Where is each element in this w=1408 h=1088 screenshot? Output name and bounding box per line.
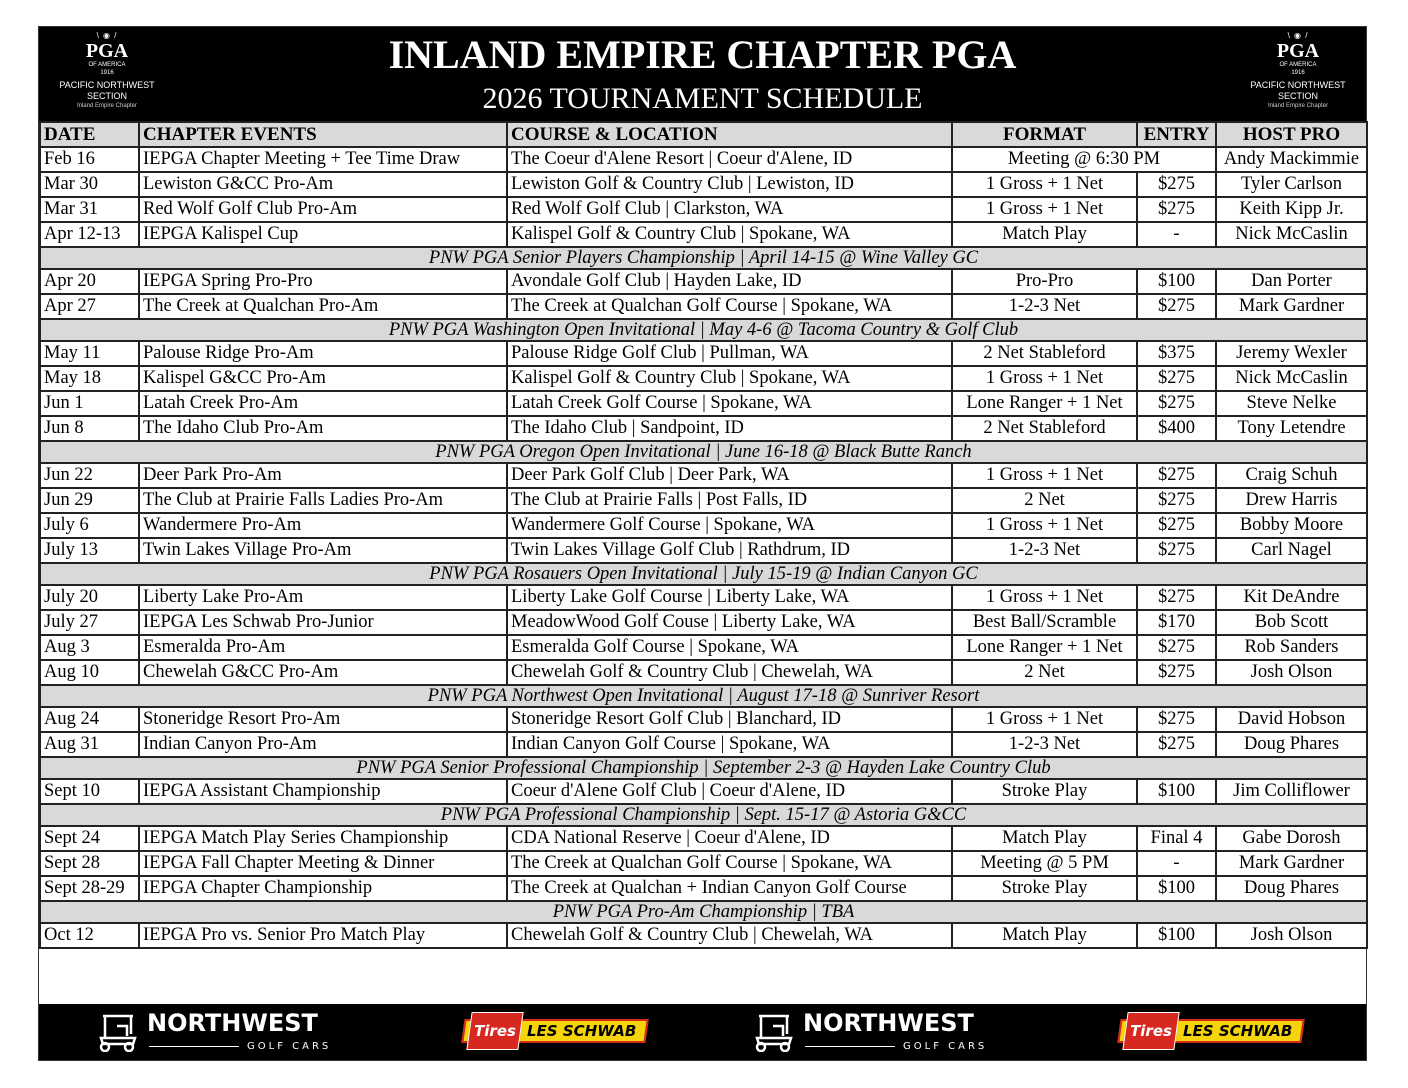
table-row	[40, 269, 1367, 294]
date-cell: Sept 10	[40, 779, 139, 804]
event-cell: Chewelah G&CC Pro-Am	[139, 660, 507, 685]
entry-cell: $170	[1137, 610, 1216, 635]
entry-cell: $275	[1137, 172, 1216, 197]
entry-cell: $100	[1137, 876, 1216, 901]
host-cell: Dan Porter	[1216, 269, 1367, 294]
table-row	[40, 463, 1367, 488]
format-cell: 2 Net	[952, 488, 1137, 513]
column-header-events: CHAPTER EVENTS	[139, 122, 507, 147]
event-cell: Indian Canyon Pro-Am	[139, 732, 507, 757]
table-row	[40, 341, 1367, 366]
section-row	[40, 685, 1367, 707]
event-cell: Latah Creek Pro-Am	[139, 391, 507, 416]
host-cell: Keith Kipp Jr.	[1216, 197, 1367, 222]
logo-mark: PGA	[85, 40, 129, 62]
event-cell: IEPGA Kalispel Cup	[139, 222, 507, 247]
format-cell: 1 Gross + 1 Net	[952, 707, 1137, 732]
table-row	[40, 222, 1367, 247]
host-cell: Nick McCaslin	[1216, 366, 1367, 391]
section-title: PNW PGA Washington Open Invitational | May 4-6 @ Tacoma Country & Golf Club	[40, 319, 1367, 341]
pga-pnw-logo	[1240, 31, 1356, 119]
table-row	[40, 779, 1367, 804]
northwest-golf-cars-logo	[95, 1009, 355, 1055]
host-cell: Kit DeAndre	[1216, 585, 1367, 610]
header-banner	[39, 27, 1366, 121]
northwest-name: NORTHWEST	[803, 1009, 974, 1037]
entry-cell: $275	[1137, 197, 1216, 222]
event-cell: Liberty Lake Pro-Am	[139, 585, 507, 610]
date-cell: Aug 10	[40, 660, 139, 685]
host-cell: Andy Mackimmie	[1216, 147, 1367, 172]
course-cell: Liberty Lake Golf Course | Liberty Lake, WA	[507, 585, 952, 610]
format-cell: 2 Net	[952, 660, 1137, 685]
entry-cell: $400	[1137, 416, 1216, 441]
format-cell: Lone Ranger + 1 Net	[952, 635, 1137, 660]
section-title: PNW PGA Pro-Am Championship | TBA	[40, 901, 1367, 923]
format-cell: 1 Gross + 1 Net	[952, 585, 1137, 610]
host-cell: Bobby Moore	[1216, 513, 1367, 538]
format-cell: 1-2-3 Net	[952, 538, 1137, 563]
logo-year: 1916	[1291, 70, 1305, 76]
entry-cell: $375	[1137, 341, 1216, 366]
date-cell: Feb 16	[40, 147, 139, 172]
entry-cell: $100	[1137, 269, 1216, 294]
logo-mark: PGA	[1276, 40, 1320, 62]
format-cell: Match Play	[952, 826, 1137, 851]
golf-flag-icon: \ ◉ /	[96, 31, 118, 40]
table-row	[40, 391, 1367, 416]
host-cell: Rob Sanders	[1216, 635, 1367, 660]
event-cell: Red Wolf Golf Club Pro-Am	[139, 197, 507, 222]
section-title: PNW PGA Professional Championship | Sept. 15-17 @ Astoria G&CC	[40, 804, 1367, 826]
event-cell: The Creek at Qualchan Pro-Am	[139, 294, 507, 319]
course-cell: CDA National Reserve | Coeur d'Alene, ID	[507, 826, 952, 851]
logo-tagline: OF AMERICA	[88, 62, 126, 68]
page-subtitle: 2026 TOURNAMENT SCHEDULE	[482, 82, 923, 115]
host-cell: Bob Scott	[1216, 610, 1367, 635]
event-cell: IEPGA Chapter Meeting + Tee Time Draw	[139, 147, 507, 172]
les-schwab-logo	[463, 1014, 647, 1048]
table-row	[40, 538, 1367, 563]
section-title: PNW PGA Rosauers Open Invitational | July 15-19 @ Indian Canyon GC	[40, 563, 1367, 585]
logo-tagline: OF AMERICA	[1279, 62, 1317, 68]
host-cell: Tony Letendre	[1216, 416, 1367, 441]
event-cell: IEPGA Fall Chapter Meeting & Dinner	[139, 851, 507, 876]
pga-pnw-logo	[49, 31, 165, 119]
event-cell: IEPGA Assistant Championship	[139, 779, 507, 804]
date-cell: July 27	[40, 610, 139, 635]
divider	[805, 1046, 895, 1047]
les-schwab-name: LES SCHWAB	[527, 1022, 637, 1040]
entry-cell: $275	[1137, 732, 1216, 757]
column-header-course: COURSE & LOCATION	[507, 122, 952, 147]
date-cell: July 13	[40, 538, 139, 563]
host-cell: Tyler Carlson	[1216, 172, 1367, 197]
entry-cell: $100	[1137, 923, 1216, 948]
schedule-table	[39, 121, 1368, 949]
les-schwab-logo	[1119, 1014, 1303, 1048]
format-cell: 1 Gross + 1 Net	[952, 366, 1137, 391]
course-cell: The Creek at Qualchan Golf Course | Spokane, WA	[507, 851, 952, 876]
table-row	[40, 488, 1367, 513]
course-cell: The Creek at Qualchan + Indian Canyon Golf Course	[507, 876, 952, 901]
date-cell: July 20	[40, 585, 139, 610]
host-cell: Carl Nagel	[1216, 538, 1367, 563]
host-cell: Nick McCaslin	[1216, 222, 1367, 247]
section-title: PNW PGA Oregon Open Invitational | June 16-18 @ Black Butte Ranch	[40, 441, 1367, 463]
logo-section-line2: SECTION	[86, 91, 127, 101]
table-row	[40, 610, 1367, 635]
table-row	[40, 826, 1367, 851]
table-row	[40, 366, 1367, 391]
date-cell: Sept 28-29	[40, 876, 139, 901]
event-cell: IEPGA Spring Pro-Pro	[139, 269, 507, 294]
course-cell: Deer Park Golf Club | Deer Park, WA	[507, 463, 952, 488]
date-cell: May 11	[40, 341, 139, 366]
date-cell: Oct 12	[40, 923, 139, 948]
logo-chapter: Inland Empire Chapter	[76, 103, 138, 109]
date-cell: Jun 1	[40, 391, 139, 416]
event-cell: IEPGA Pro vs. Senior Pro Match Play	[139, 923, 507, 948]
entry-cell: $275	[1137, 707, 1216, 732]
golf-cart-icon	[95, 1012, 141, 1052]
section-row	[40, 901, 1367, 923]
format-cell: Stroke Play	[952, 876, 1137, 901]
logo-section-line1: PACIFIC NORTHWEST	[1250, 80, 1346, 90]
host-cell: Craig Schuh	[1216, 463, 1367, 488]
format-cell: Stroke Play	[952, 779, 1137, 804]
format-cell: Match Play	[952, 222, 1137, 247]
entry-cell: $275	[1137, 391, 1216, 416]
date-cell: Jun 22	[40, 463, 139, 488]
section-title: PNW PGA Senior Professional Championship | September 2-3 @ Hayden Lake Country Club	[40, 757, 1367, 779]
date-cell: Aug 31	[40, 732, 139, 757]
date-cell: Sept 24	[40, 826, 139, 851]
event-cell: Kalispel G&CC Pro-Am	[139, 366, 507, 391]
event-cell: Stoneridge Resort Pro-Am	[139, 707, 507, 732]
format-cell: 1-2-3 Net	[952, 294, 1137, 319]
column-header-format: FORMAT	[952, 122, 1137, 147]
logo-section-line2: SECTION	[1277, 91, 1318, 101]
northwest-golf-cars-logo	[751, 1009, 1011, 1055]
course-cell: Indian Canyon Golf Course | Spokane, WA	[507, 732, 952, 757]
host-cell: Jeremy Wexler	[1216, 341, 1367, 366]
host-cell: Gabe Dorosh	[1216, 826, 1367, 851]
table-row	[40, 707, 1367, 732]
column-header-entry: ENTRY	[1137, 122, 1216, 147]
table-row	[40, 294, 1367, 319]
course-cell: The Coeur d'Alene Resort | Coeur d'Alene, ID	[507, 147, 952, 172]
host-cell: Drew Harris	[1216, 488, 1367, 513]
section-row	[40, 441, 1367, 463]
entry-cell: Final 4	[1137, 826, 1216, 851]
column-header-date: DATE	[40, 122, 139, 147]
date-cell: Aug 24	[40, 707, 139, 732]
schedule-sheet	[38, 26, 1367, 1061]
course-cell: Kalispel Golf & Country Club | Spokane, WA	[507, 222, 952, 247]
course-cell: Twin Lakes Village Golf Club | Rathdrum, ID	[507, 538, 952, 563]
logo-section-line1: PACIFIC NORTHWEST	[59, 80, 155, 90]
event-cell: Esmeralda Pro-Am	[139, 635, 507, 660]
date-cell: July 6	[40, 513, 139, 538]
course-cell: Kalispel Golf & Country Club | Spokane, WA	[507, 366, 952, 391]
table-row	[40, 172, 1367, 197]
entry-cell: $275	[1137, 366, 1216, 391]
northwest-sub: GOLF CARS	[247, 1041, 332, 1052]
format-cell: Lone Ranger + 1 Net	[952, 391, 1137, 416]
course-cell: Avondale Golf Club | Hayden Lake, ID	[507, 269, 952, 294]
format-cell: 1 Gross + 1 Net	[952, 513, 1137, 538]
section-row	[40, 247, 1367, 269]
event-cell: Lewiston G&CC Pro-Am	[139, 172, 507, 197]
table-row	[40, 660, 1367, 685]
entry-cell: -	[1137, 851, 1216, 876]
host-cell: Doug Phares	[1216, 876, 1367, 901]
format-cell: Match Play	[952, 923, 1137, 948]
section-row	[40, 804, 1367, 826]
event-cell: The Club at Prairie Falls Ladies Pro-Am	[139, 488, 507, 513]
course-cell: Red Wolf Golf Club | Clarkston, WA	[507, 197, 952, 222]
format-cell: Best Ball/Scramble	[952, 610, 1137, 635]
event-cell: IEPGA Chapter Championship	[139, 876, 507, 901]
host-cell: Josh Olson	[1216, 923, 1367, 948]
table-row	[40, 513, 1367, 538]
date-cell: Mar 30	[40, 172, 139, 197]
date-cell: Apr 12-13	[40, 222, 139, 247]
northwest-name: NORTHWEST	[147, 1009, 318, 1037]
les-schwab-name: LES SCHWAB	[1183, 1022, 1293, 1040]
course-cell: Latah Creek Golf Course | Spokane, WA	[507, 391, 952, 416]
course-cell: MeadowWood Golf Couse | Liberty Lake, WA	[507, 610, 952, 635]
course-cell: Chewelah Golf & Country Club | Chewelah, WA	[507, 660, 952, 685]
section-title: PNW PGA Northwest Open Invitational | August 17-18 @ Sunriver Resort	[40, 685, 1367, 707]
table-row	[40, 147, 1367, 172]
entry-cell: $100	[1137, 779, 1216, 804]
entry-cell: $275	[1137, 660, 1216, 685]
sponsor-footer	[39, 1004, 1366, 1060]
section-title: PNW PGA Senior Players Championship | April 14-15 @ Wine Valley GC	[40, 247, 1367, 269]
event-cell: IEPGA Les Schwab Pro-Junior	[139, 610, 507, 635]
course-cell: The Idaho Club | Sandpoint, ID	[507, 416, 952, 441]
format-cell: 1-2-3 Net	[952, 732, 1137, 757]
format-cell: 2 Net Stableford	[952, 341, 1137, 366]
event-cell: Wandermere Pro-Am	[139, 513, 507, 538]
entry-cell: $275	[1137, 635, 1216, 660]
entry-cell: $275	[1137, 513, 1216, 538]
logo-chapter: Inland Empire Chapter	[1267, 103, 1329, 109]
table-row	[40, 585, 1367, 610]
column-header-host: HOST PRO	[1216, 122, 1367, 147]
format-cell: 1 Gross + 1 Net	[952, 463, 1137, 488]
entry-cell: -	[1137, 222, 1216, 247]
date-cell: Sept 28	[40, 851, 139, 876]
table-row	[40, 197, 1367, 222]
table-row	[40, 416, 1367, 441]
logo-year: 1916	[100, 70, 114, 76]
golf-cart-icon	[751, 1012, 797, 1052]
date-cell: Jun 29	[40, 488, 139, 513]
event-cell: Twin Lakes Village Pro-Am	[139, 538, 507, 563]
course-cell: Palouse Ridge Golf Club | Pullman, WA	[507, 341, 952, 366]
host-cell: Jim Colliflower	[1216, 779, 1367, 804]
course-cell: Wandermere Golf Course | Spokane, WA	[507, 513, 952, 538]
course-cell: Stoneridge Resort Golf Club | Blanchard, ID	[507, 707, 952, 732]
host-cell: Josh Olson	[1216, 660, 1367, 685]
event-cell: Deer Park Pro-Am	[139, 463, 507, 488]
table-body	[40, 147, 1367, 948]
event-cell: Palouse Ridge Pro-Am	[139, 341, 507, 366]
format-cell: 1 Gross + 1 Net	[952, 172, 1137, 197]
table-row	[40, 876, 1367, 901]
event-cell: IEPGA Match Play Series Championship	[139, 826, 507, 851]
host-cell: David Hobson	[1216, 707, 1367, 732]
host-cell: Mark Gardner	[1216, 851, 1367, 876]
entry-cell: $275	[1137, 294, 1216, 319]
golf-flag-icon: \ ◉ /	[1287, 31, 1309, 40]
format-cell: 1 Gross + 1 Net	[952, 197, 1137, 222]
date-cell: Aug 3	[40, 635, 139, 660]
table-row	[40, 851, 1367, 876]
divider	[149, 1046, 239, 1047]
date-cell: Apr 27	[40, 294, 139, 319]
section-row	[40, 319, 1367, 341]
date-cell: Jun 8	[40, 416, 139, 441]
course-cell: The Creek at Qualchan Golf Course | Spokane, WA	[507, 294, 952, 319]
entry-cell: $275	[1137, 488, 1216, 513]
host-cell: Doug Phares	[1216, 732, 1367, 757]
page-title: INLAND EMPIRE CHAPTER PGA	[388, 32, 1017, 77]
format-cell: Pro-Pro	[952, 269, 1137, 294]
course-cell: Lewiston Golf & Country Club | Lewiston, ID	[507, 172, 952, 197]
course-cell: Chewelah Golf & Country Club | Chewelah, WA	[507, 923, 952, 948]
format-cell: 2 Net Stableford	[952, 416, 1137, 441]
date-cell: Mar 31	[40, 197, 139, 222]
course-cell: The Club at Prairie Falls | Post Falls, ID	[507, 488, 952, 513]
les-schwab-tires: Tires	[1130, 1022, 1172, 1040]
section-row	[40, 563, 1367, 585]
host-cell: Mark Gardner	[1216, 294, 1367, 319]
date-cell: May 18	[40, 366, 139, 391]
entry-cell: $275	[1137, 463, 1216, 488]
table-header-row	[40, 122, 1367, 147]
entry-cell: $275	[1137, 585, 1216, 610]
course-cell: Esmeralda Golf Course | Spokane, WA	[507, 635, 952, 660]
northwest-sub: GOLF CARS	[903, 1041, 988, 1052]
format-cell: Meeting @ 5 PM	[952, 851, 1137, 876]
entry-cell: $275	[1137, 538, 1216, 563]
table-row	[40, 635, 1367, 660]
event-cell: The Idaho Club Pro-Am	[139, 416, 507, 441]
date-cell: Apr 20	[40, 269, 139, 294]
section-row	[40, 757, 1367, 779]
table-row	[40, 923, 1367, 948]
format-cell: Meeting @ 6:30 PM	[952, 147, 1216, 172]
les-schwab-tires: Tires	[474, 1022, 516, 1040]
table-row	[40, 732, 1367, 757]
course-cell: Coeur d'Alene Golf Club | Coeur d'Alene, ID	[507, 779, 952, 804]
host-cell: Steve Nelke	[1216, 391, 1367, 416]
